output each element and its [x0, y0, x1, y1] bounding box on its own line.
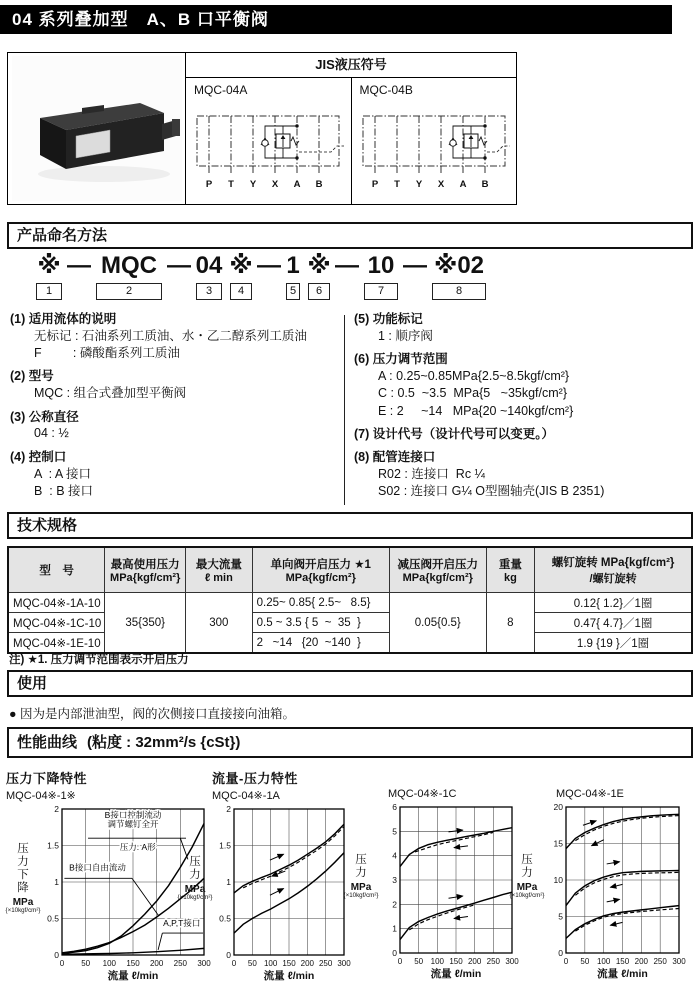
section-header-specs: 技术规格	[7, 512, 693, 539]
naming-right-column	[354, 311, 692, 506]
y-axis-label: 压 力 下 降 MPa {×10kgf/cm²}	[5, 843, 41, 914]
code-box-6: 6	[308, 283, 330, 300]
code-box-3: 3	[196, 283, 222, 300]
svg-text:0: 0	[392, 948, 397, 958]
performance-chart-2	[173, 768, 352, 985]
col-header-5: 重量 kg	[486, 547, 534, 593]
chart-title: 压力下降特性	[6, 771, 88, 786]
code-box-5: 5	[286, 283, 300, 300]
svg-text:6: 6	[392, 802, 397, 812]
svg-text:T: T	[393, 179, 400, 190]
svg-text:300: 300	[337, 959, 351, 968]
jis-header: JIS液压符号	[186, 53, 516, 78]
chart-subtitle: MQC-04※-1A	[212, 790, 280, 802]
svg-text:X: X	[271, 179, 279, 190]
naming-item-8: (8) 配管连接口 R02 : 连接口 Rc ¼ S02 : 连接口 G¼ O型圈轴壳(JIS B 2351)	[354, 449, 605, 498]
y-axis-label: 压 力 MPa {×10kgf/cm²}	[343, 854, 379, 899]
svg-text:0: 0	[231, 959, 237, 968]
code-box-7: 7	[364, 283, 398, 300]
svg-text:4: 4	[392, 850, 397, 861]
table-row: MQC-04※-1E-10 2 ~14 {20 ~140 } 1.9 {19 }／1圈	[8, 633, 692, 654]
code-part-8: ※02 8	[428, 252, 490, 300]
svg-text:流量 ℓ/min: 流量 ℓ/min	[263, 970, 315, 982]
svg-text:50: 50	[247, 959, 257, 968]
section-header-usage: 使用	[7, 670, 693, 697]
col-header-6: 螺钉旋转 MPa{kgf/cm²} /螺钉旋转	[535, 547, 692, 593]
svg-text:10: 10	[553, 875, 563, 885]
product-photo-image	[12, 56, 182, 201]
col-header-3: 单向阀开启压力 ★1 MPa{kgf/cm²}	[252, 547, 389, 593]
svg-text:1: 1	[226, 877, 231, 887]
svg-text:B接口控制流动: B接口控制流动	[104, 809, 162, 820]
svg-text:流量 ℓ/min: 流量 ℓ/min	[107, 970, 159, 982]
col-header-1: 最高使用压力 MPa{kgf/cm²}	[105, 547, 186, 593]
chart-subtitle: MQC-04※-1※	[6, 790, 76, 802]
svg-text:B接口自由流动: B接口自由流动	[69, 862, 126, 873]
naming-item-3: (3) 公称直径 04 : ½	[10, 409, 79, 441]
svg-text:P: P	[205, 179, 213, 190]
naming-item-4: (4) 控制口 A : A 接口 B : B 接口	[10, 449, 94, 498]
product-photo	[8, 53, 186, 204]
svg-text:50: 50	[81, 959, 91, 968]
svg-text:0.5: 0.5	[219, 913, 231, 924]
svg-text:100: 100	[263, 959, 278, 968]
code-part-7: 10 7	[360, 252, 402, 300]
naming-left-column	[10, 311, 342, 506]
svg-text:2: 2	[54, 804, 59, 814]
svg-text:P: P	[371, 179, 378, 190]
code-dash: —	[257, 252, 281, 279]
naming-item-1: (1) 适用流体的说明 无标记 : 石油系列工质油、水・乙二醇系列工质油 F : 磷酸酯系列工质油	[10, 312, 307, 361]
svg-text:150: 150	[449, 957, 463, 966]
svg-text:流量 ℓ/min: 流量 ℓ/min	[430, 968, 482, 980]
table-row: MQC-04※-1A-10 35{350} 300 0.25~ 0.85{ 2.5~ 8.5} 0.05{0.5} 8 0.12{ 1.2}／1圈	[8, 593, 692, 613]
code-part-5: 1 5	[282, 252, 304, 300]
svg-text:300: 300	[505, 957, 519, 966]
svg-text:300: 300	[197, 959, 211, 968]
svg-text:2: 2	[226, 804, 231, 814]
svg-text:1.5: 1.5	[219, 840, 231, 851]
code-dash: —	[67, 252, 91, 279]
naming-divider	[344, 315, 345, 505]
svg-text:A: A	[293, 179, 301, 190]
svg-text:100: 100	[596, 957, 611, 966]
naming-item-6: (6) 压力调节范围 A : 0.25~0.85MPa{2.5~8.5kgf/cm²} C : 0.5 ~3.5 MPa{5 ~35kgf/cm²} E : 2 ~14 MPa{20 ~140kgf/cm²}	[354, 352, 574, 418]
performance-chart-4	[508, 768, 687, 983]
code-part-2: MQC 2	[92, 252, 166, 300]
page-title: 04 系列叠加型 A、B 口平衡阀	[0, 5, 672, 34]
performance-chart-3	[342, 768, 520, 983]
code-box-1: 1	[36, 283, 62, 300]
svg-text:100: 100	[430, 957, 445, 966]
code-dash: —	[403, 252, 427, 279]
section-header-performance	[7, 727, 693, 758]
chart-title: 流量-压力特性	[212, 771, 298, 786]
svg-text:A,P,T接口: A,P,T接口	[163, 917, 201, 928]
section-header-naming: 产品命名方法	[7, 222, 693, 249]
svg-text:0: 0	[59, 959, 65, 968]
svg-text:250: 250	[173, 959, 188, 968]
svg-text:150: 150	[126, 959, 140, 968]
svg-text:0: 0	[563, 957, 569, 966]
table-row: MQC-04※-1C-10 0.5 ~ 3.5 { 5 ~ 35 } 0.47{ 4.7}／1圈	[8, 613, 692, 633]
svg-text:150: 150	[282, 959, 296, 968]
code-dash: —	[167, 252, 191, 279]
svg-text:200: 200	[467, 957, 482, 966]
svg-text:15: 15	[553, 838, 563, 849]
viscosity-note: (粘度 : 32mm²/s {cSt})	[87, 734, 241, 751]
hydraulic-symbol-04b	[353, 104, 517, 200]
svg-text:5: 5	[558, 911, 563, 922]
jis-symbol-panel	[7, 52, 517, 205]
svg-text:200: 200	[149, 959, 164, 968]
performance-title: 性能曲线	[17, 734, 78, 751]
code-part-1: ※ 1	[32, 252, 66, 300]
svg-text:Y: Y	[415, 179, 422, 190]
symbol-label: MQC-04A	[194, 83, 248, 97]
svg-text:0: 0	[54, 950, 59, 960]
jis-cell-mqc-04b	[351, 78, 517, 204]
svg-text:3: 3	[392, 875, 397, 885]
svg-text:50: 50	[414, 957, 424, 966]
svg-text:250: 250	[486, 957, 501, 966]
chart-plot	[214, 803, 352, 985]
svg-text:B: B	[481, 179, 488, 190]
naming-item-5: (5) 功能标记 1 : 顺序阀	[354, 312, 433, 343]
svg-text:5: 5	[392, 826, 397, 837]
svg-text:1: 1	[392, 923, 397, 934]
code-part-3: 04 3	[192, 252, 226, 300]
chart-subtitle: MQC-04※-1E	[556, 788, 624, 800]
code-dash: —	[335, 252, 359, 279]
y-axis-label: 压 力 MPa {×10kgf/cm²}	[509, 854, 545, 899]
model-code	[32, 252, 490, 300]
svg-text:200: 200	[300, 959, 315, 968]
svg-text:0: 0	[397, 957, 403, 966]
svg-text:50: 50	[580, 957, 590, 966]
naming-item-7: (7) 设计代号（设计代号可以变更。）	[354, 426, 555, 441]
svg-text:流量 ℓ/min: 流量 ℓ/min	[597, 968, 648, 980]
svg-text:250: 250	[653, 957, 667, 966]
jis-cell-mqc-04a	[186, 78, 351, 204]
specs-note: 注) ★1. 压力调节范围表示开启压力	[9, 654, 189, 666]
svg-text:A: A	[459, 179, 466, 190]
svg-text:T: T	[228, 179, 234, 190]
y-axis-label: 压 力 MPa {×10kgf/cm²}	[177, 856, 213, 901]
chart-plot	[380, 801, 520, 983]
chart-plot	[546, 801, 687, 983]
usage-bullet: ● 因为是内部泄油型，阀的次侧接口直接接向油箱。	[9, 707, 296, 721]
col-header-0: 型 号	[8, 547, 105, 593]
svg-text:1.5: 1.5	[47, 840, 59, 851]
code-box-2: 2	[96, 283, 162, 300]
col-header-4: 减压阀开启压力 MPa{kgf/cm²}	[389, 547, 486, 593]
svg-text:X: X	[437, 179, 444, 190]
col-header-2: 最大流量 ℓ min	[186, 547, 253, 593]
chart-subtitle: MQC-04※-1C	[388, 788, 457, 800]
svg-text:250: 250	[318, 959, 333, 968]
svg-text:Y: Y	[249, 179, 257, 190]
naming-item-2: (2) 型号 MQC : 组合式叠加型平衡阀	[10, 369, 187, 401]
svg-text:0: 0	[558, 948, 563, 958]
svg-text:100: 100	[102, 959, 117, 968]
performance-charts	[0, 766, 700, 1002]
svg-text:200: 200	[634, 957, 649, 966]
svg-text:0.5: 0.5	[47, 913, 59, 924]
code-part-6: ※ 6	[304, 252, 334, 300]
symbol-label: MQC-04B	[359, 83, 413, 97]
jis-symbols	[186, 53, 516, 204]
svg-text:调节螺钉全开: 调节螺钉全开	[107, 818, 159, 829]
svg-text:300: 300	[672, 957, 686, 966]
svg-text:150: 150	[615, 957, 630, 966]
svg-text:2: 2	[392, 899, 397, 910]
code-part-4: ※ 4	[226, 252, 256, 300]
svg-text:0: 0	[226, 950, 231, 960]
svg-text:20: 20	[553, 802, 563, 812]
svg-text:1: 1	[54, 877, 59, 887]
hydraulic-symbol-04a	[187, 104, 351, 200]
code-box-8: 8	[432, 283, 486, 300]
svg-text:压力: A形: 压力: A形	[119, 841, 156, 852]
svg-text:B: B	[315, 179, 323, 190]
code-box-4: 4	[230, 283, 252, 300]
specs-table	[7, 546, 693, 654]
